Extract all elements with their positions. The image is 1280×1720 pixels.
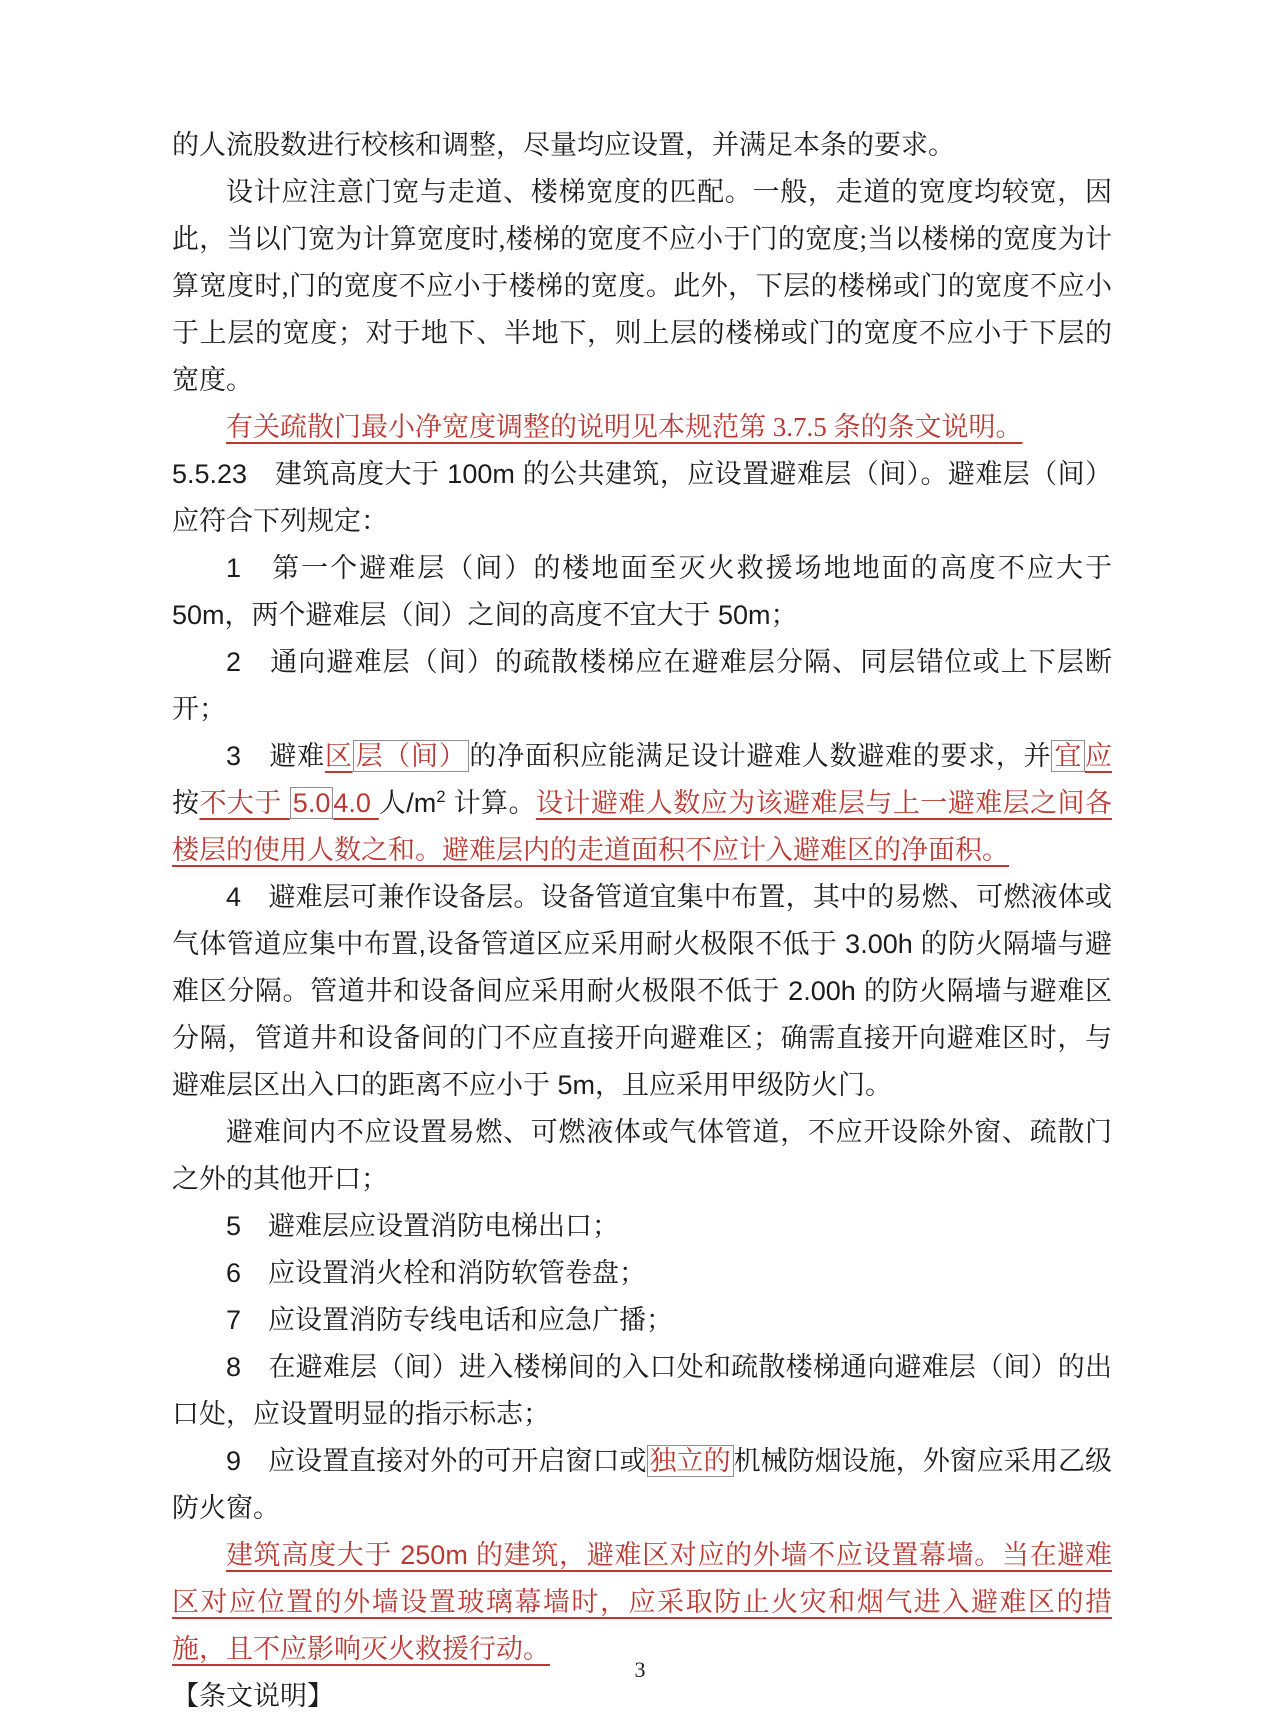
deleted-text-box: 宜 [1051,740,1085,772]
text-run: 计算。 [445,788,536,818]
text-run: 人/m [378,788,437,818]
text-run: 的人流股数进行校核和调整，尽量均应设置，并满足本条的要求。 [172,130,955,160]
clause-item-7 [172,1297,1112,1344]
inserted-text-run: 4.0 [333,788,379,818]
text-run: 4 避难层可兼作设备层。设备管道宜集中布置，其中的易燃、可燃液体或气体管道应集中布置,设备管道区应采用耐火极限不低于 3.00h 的防火隔墙与避难区分隔。管道井和设备间应采用耐火极限不低于 2.00h 的防火隔墙与避难区分隔，管道井和设备间的门不应直接开向避难区；确需直接开向避难区时，与避难层区出入口的距离不应小于 5m，且应采用甲级防火门。 [172,882,1112,1100]
clause-item-5 [172,1203,1112,1250]
text-run: 按 [172,788,200,818]
text-run: 5.5.23 建筑高度大于 100m 的公共建筑，应设置避难层（间）。避难层（间）应符合下列规定： [172,459,1112,536]
text-run: 2 通向避难层（间）的疏散楼梯应在避难层分隔、同层错位或上下层断开； [172,647,1112,724]
clause-item-6 [172,1250,1112,1297]
inserted-text-run: 设计避难人数应为该避难层与上一避难层之间各楼层的使用人数之和。避难层内的走道面积不应计入避难区的净面积。 [172,788,1113,865]
clause-5-5-23 [172,451,1112,545]
text-run: 1 第一个避难层（间）的楼地面至灭火救援场地地面的高度不应大于 50m，两个避难层（间）之间的高度不宜大于 50m； [172,553,1112,630]
inserted-text-run: 区 [324,741,353,771]
deleted-text-box: 层（间） [353,740,470,772]
superscript-run: 2 [436,787,446,806]
document-content [172,122,1112,1720]
inserted-text-run: 建筑高度大于 250m 的建筑，避难区对应的外墙不应设置幕墙。当在避难区对应位置的外墙设置玻璃幕墙时，应采取防止火灾和烟气进入避难区的措施，且不应影响灭火救援行动。 [172,1540,1112,1664]
clause-item-2 [172,639,1112,733]
clause-item-8 [172,1344,1112,1438]
text-run: 设计应注意门宽与走道、楼梯宽度的匹配。一般，走道的宽度均较宽，因此，当以门宽为计算宽度时,楼梯的宽度不应小于门的宽度;当以楼梯的宽度为计算宽度时,门的宽度不应小于楼梯的宽度。此外，下层的楼梯或门的宽度不应小于上层的宽度；对于地下、半地下，则上层的楼梯或门的宽度不应小于下层的宽度。 [172,177,1112,395]
text-run: 避难间内不应设置易燃、可燃液体或气体管道，不应开设除外窗、疏散门之外的其他开口； [172,1117,1112,1194]
deleted-text-box: 5.0 [290,787,334,819]
text-run: 7 应设置消防专线电话和应急广播； [226,1305,674,1335]
clause-item-4 [172,874,1112,1109]
text-run: 6 应设置消火栓和消防软管卷盘； [226,1258,647,1288]
inserted-text-run: 不大于 [199,788,290,818]
text-run: 9 应设置直接对外的可开启窗口或 [226,1446,647,1476]
clause-item-1 [172,545,1112,639]
paragraph-intro-continuation [172,122,1112,169]
clause-item-3 [172,733,1112,874]
text-run: 的净面积应能满足设计避难人数避难的要求，并 [469,741,1052,771]
inserted-text-run: 有关疏散门最小净宽度调整的说明见本规范第 3.7.5 条的条文说明。 [226,412,1023,442]
paragraph-red-note [172,404,1112,451]
deleted-text-box: 独立的 [647,1445,734,1477]
clause-item-4-note [172,1109,1112,1203]
text-run: 3 避难 [226,741,325,771]
text-run: 【条文说明】 [172,1681,334,1711]
clause-item-9 [172,1438,1112,1532]
inserted-text-run: 应 [1085,741,1113,771]
text-run: 机械防烟设施，外窗应采用乙级防火窗。 [172,1446,1113,1523]
text-run: 8 在避难层（间）进入楼梯间的入口处和疏散楼梯通向避难层（间）的出口处，应设置明显的指示标志； [172,1352,1112,1429]
page-number: 3 [634,1657,646,1682]
text-run: 5 避难层应设置消防电梯出口； [226,1211,620,1241]
paragraph-intro [172,169,1112,404]
paragraph-red-conclusion [172,1532,1112,1673]
